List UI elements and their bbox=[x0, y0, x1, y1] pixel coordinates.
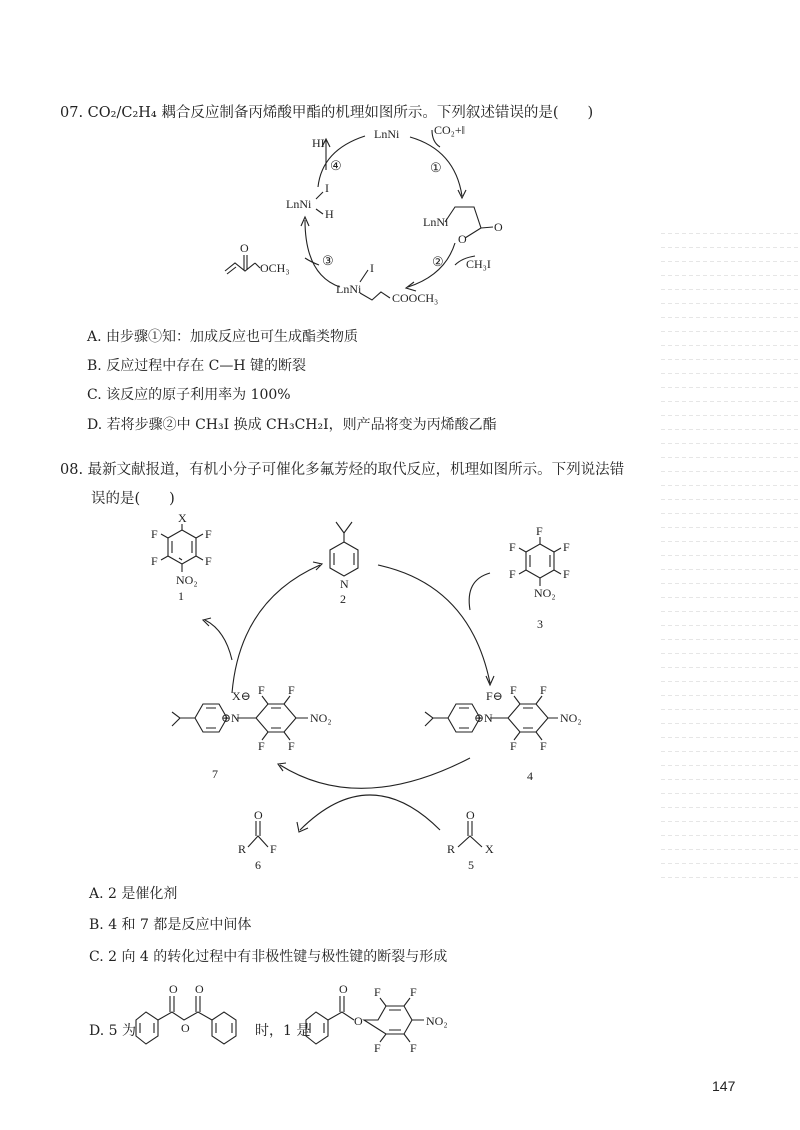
q07-ni-H: H bbox=[325, 207, 334, 221]
anhydride-O2: O bbox=[195, 982, 204, 996]
compound3-F4: F bbox=[509, 567, 516, 581]
compound7-F1: F bbox=[258, 683, 265, 697]
q07-lnni-top: LnNi bbox=[374, 127, 400, 141]
q07-step4: ④ bbox=[330, 158, 342, 173]
compound1-NO2: NO₂ bbox=[176, 573, 198, 587]
q07-cooch3: COOCH₃ bbox=[392, 291, 439, 305]
q07-stem: 07. CO₂/C₂H₄ 耦合反应制备丙烯酸甲酯的机理如图所示。下列叙述错误的是( ) bbox=[60, 105, 594, 121]
compound7-F2: F bbox=[288, 683, 295, 697]
compound5-R: R bbox=[447, 842, 456, 856]
q07-option-d: D. 若将步骤②中 CH₃I 换成 CH₃CH₂I，则产品将变为丙烯酸乙酯 bbox=[87, 417, 497, 433]
compound1-F2: F bbox=[205, 527, 212, 541]
compound7-label: 7 bbox=[212, 767, 218, 781]
q07-chain-I: I bbox=[370, 261, 374, 275]
anhydride-bridge-O: O bbox=[181, 1021, 190, 1035]
q07-reagent-ch3i: CH₃I bbox=[466, 257, 491, 271]
compound5-X: X bbox=[485, 842, 494, 856]
ester-F3: F bbox=[374, 1041, 381, 1055]
compound4-label: 4 bbox=[527, 769, 533, 783]
compound7-Xminus: X⊖ bbox=[232, 689, 251, 703]
q08-stem-line2: 误的是( ) bbox=[91, 491, 175, 507]
q07-option-b: B. 反应过程中存在 C—H 键的断裂 bbox=[87, 358, 307, 374]
q07-lnni-hi: LnNi bbox=[286, 197, 312, 211]
q08-stem-line1: 08. 最新文献报道，有机小分子可催化多氟芳烃的取代反应，机理如图所示。下列说法错 bbox=[60, 462, 625, 478]
compound4-plus: ⊕ bbox=[474, 711, 485, 725]
compound7-N: N bbox=[231, 711, 240, 725]
margin-grid-gaps bbox=[658, 220, 800, 890]
q07-option-c: C. 该反应的原子利用率为 100% bbox=[87, 387, 291, 403]
q08-option-a: A. 2 是催化剂 bbox=[89, 886, 178, 902]
compound7-NO2: NO₂ bbox=[310, 711, 332, 725]
compound7-F3: F bbox=[258, 739, 265, 753]
q07-lactone-carbonyl-O: O bbox=[494, 220, 503, 234]
ester-tetrafluoroaryl bbox=[364, 1006, 412, 1034]
ester-phenyl bbox=[306, 1012, 328, 1044]
compound4-N: N bbox=[484, 711, 493, 725]
compound4-F1: F bbox=[510, 683, 517, 697]
q07-lnni-lactone: LnNi bbox=[423, 215, 449, 229]
q07-lactone-O: O bbox=[458, 232, 467, 246]
compound1-F3: F bbox=[151, 554, 158, 568]
compound5-label: 5 bbox=[468, 858, 474, 872]
compound7-F4: F bbox=[288, 739, 295, 753]
ester-carbonyl-O: O bbox=[339, 982, 348, 996]
q07-reagent-co2: CO₂+‖ bbox=[434, 123, 465, 137]
compound2-N: N bbox=[340, 577, 349, 591]
compound1-label: 1 bbox=[178, 589, 184, 603]
compound4-F2: F bbox=[540, 683, 547, 697]
q08-option-b: B. 4 和 7 都是反应中间体 bbox=[89, 917, 252, 933]
q07-hi-label: HI bbox=[312, 136, 325, 150]
compound4-Fminus: F⊖ bbox=[486, 689, 503, 703]
q08-option-d-prefix: D. 5 为 bbox=[89, 1023, 136, 1039]
q07-step1: ① bbox=[430, 160, 442, 175]
compound3-F3: F bbox=[563, 540, 570, 554]
q08-option-d-middle: 时，1 是 bbox=[255, 1023, 311, 1039]
compound4-NO2: NO₂ bbox=[560, 711, 582, 725]
compound7-plus: ⊕ bbox=[221, 711, 232, 725]
q07-step3: ③ bbox=[322, 253, 334, 268]
compound3-NO2: NO₂ bbox=[534, 586, 556, 600]
compound3-F2: F bbox=[509, 540, 516, 554]
compound1-F1: F bbox=[151, 527, 158, 541]
compound6-F: F bbox=[270, 842, 277, 856]
ester-O: O bbox=[354, 1014, 363, 1028]
page-number: 147 bbox=[712, 1078, 736, 1094]
compound3-label: 3 bbox=[537, 617, 543, 631]
ester-F1: F bbox=[374, 985, 381, 999]
compound1-F4: F bbox=[205, 554, 212, 568]
q07-acrylate-O: O bbox=[240, 241, 249, 255]
ester-F2: F bbox=[410, 985, 417, 999]
compound6-label: 6 bbox=[255, 858, 261, 872]
compound1-X: X bbox=[178, 511, 187, 525]
compound2-label: 2 bbox=[340, 592, 346, 606]
compound5-O: O bbox=[466, 808, 475, 822]
compound6-R: R bbox=[238, 842, 247, 856]
compound4-F3: F bbox=[510, 739, 517, 753]
compound6-O: O bbox=[254, 808, 263, 822]
compound4-F4: F bbox=[540, 739, 547, 753]
anhydride-O1: O bbox=[169, 982, 178, 996]
q07-lnni-chain: LnNi bbox=[336, 282, 362, 296]
ester-NO2: NO₂ bbox=[426, 1014, 448, 1028]
q07-och3: OCH₃ bbox=[260, 261, 290, 275]
compound3-F5: F bbox=[563, 567, 570, 581]
q07-ni-I: I bbox=[325, 181, 329, 195]
compound3-F1: F bbox=[536, 524, 543, 538]
q08-option-c: C. 2 向 4 的转化过程中有非极性键与极性键的断裂与形成 bbox=[89, 949, 448, 965]
q07-step2: ② bbox=[432, 254, 444, 269]
anhydride-phenyl-1 bbox=[136, 1012, 158, 1044]
anhydride-bridge bbox=[158, 1012, 212, 1020]
ester-F4: F bbox=[410, 1041, 417, 1055]
q07-option-a: A. 由步骤①知：加成反应也可生成酯类物质 bbox=[87, 329, 359, 345]
